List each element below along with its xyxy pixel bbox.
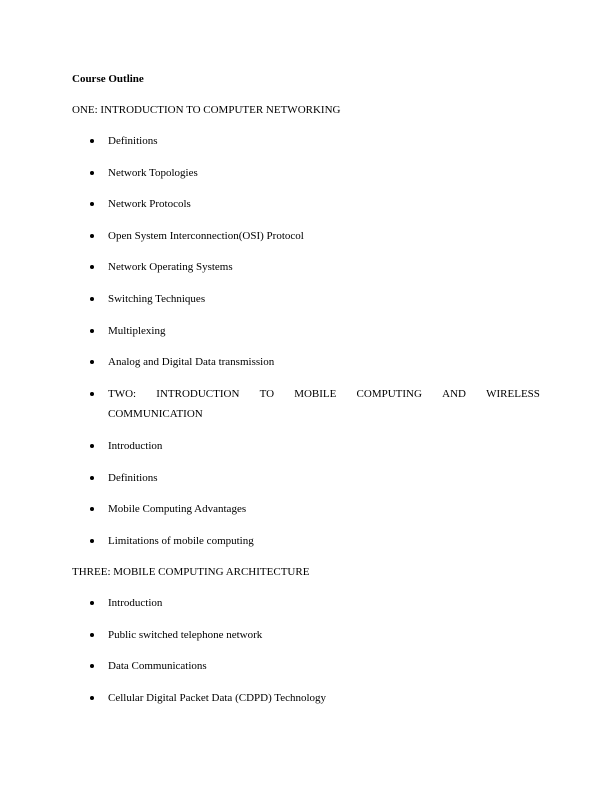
list-item-text: Switching Techniques [108,293,206,305]
section-two-title-line-2: COMMUNICATION [108,408,203,420]
bullet-icon [90,696,94,700]
list-item-text: Analog and Digital Data transmission [108,356,275,368]
document-heading: Course Outline [72,73,144,85]
section-two-title-line-1 [108,387,540,401]
section-two-title-text [108,387,540,421]
list-item-text: Network Protocols [108,198,191,210]
title-word: TO [259,388,275,400]
bullet-icon [90,139,94,143]
section-three-title: THREE: MOBILE COMPUTING ARCHITECTURE [72,566,310,578]
title-word: INTRODUCTION [156,388,240,400]
title-word: TWO: [108,388,137,400]
bullet-icon [90,633,94,637]
list-item-text: Introduction [108,440,163,452]
list-item-text: Open System Interconnection(OSI) Protocol [108,230,304,242]
bullet-icon [90,202,94,206]
list-item-text: Network Topologies [108,167,198,179]
list-item-text: Introduction [108,597,163,609]
title-word: MOBILE [294,388,337,400]
list-item-text: Mobile Computing Advantages [108,503,247,515]
bullet-icon [90,360,94,364]
bullet-icon [90,476,94,480]
title-word: COMPUTING [356,388,422,400]
bullet-icon [90,539,94,543]
bullet-icon [90,664,94,668]
list-item-text: Data Communications [108,660,207,672]
bullet-icon [90,234,94,238]
bullet-icon [90,392,94,396]
list-item-text: Cellular Digital Packet Data (CDPD) Technology [108,692,327,704]
bullet-icon [90,601,94,605]
bullet-icon [90,444,94,448]
title-word: AND [442,388,466,400]
bullet-icon [90,171,94,175]
list-item-text: Definitions [108,472,158,484]
list-item-text: Public switched telephone network [108,629,263,641]
list-item-text: Network Operating Systems [108,261,233,273]
list-item-text: Definitions [108,135,158,147]
bullet-icon [90,507,94,511]
bullet-icon [90,329,94,333]
section-one-title: ONE: INTRODUCTION TO COMPUTER NETWORKING [72,104,341,116]
bullet-icon [90,297,94,301]
bullet-icon [90,265,94,269]
list-item-text: Multiplexing [108,325,166,337]
list-item-text: Limitations of mobile computing [108,535,254,547]
title-word: WIRELESS [486,388,540,400]
